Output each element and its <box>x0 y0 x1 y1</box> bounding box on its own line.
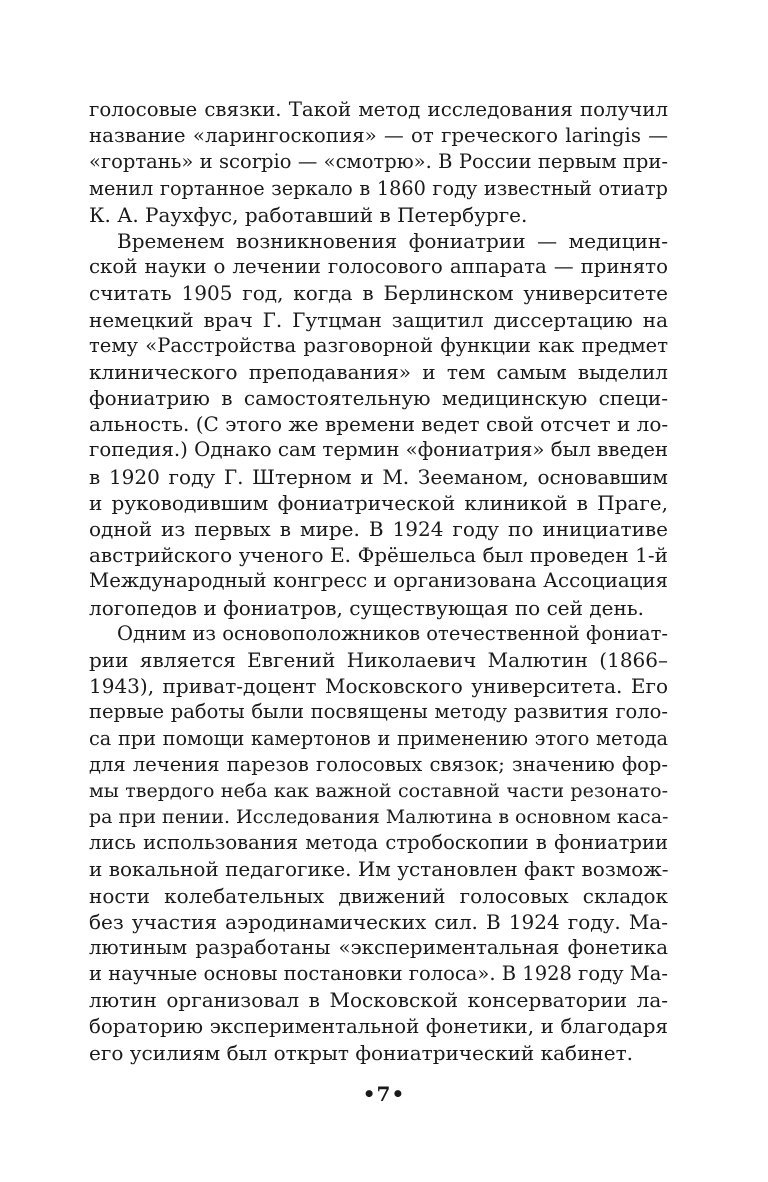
text-line: менил гортанное зеркало в 1860 году известный отиатр <box>89 176 668 200</box>
text-line: австрийского ученого Е. Фрёшельса был проведен 1-й <box>89 543 668 568</box>
text-line: название «ларингоскопия» — от греческого laringis — <box>89 124 668 148</box>
text-line: в 1920 году Г. Штерном и М. Зееманом, основавшим <box>89 464 668 489</box>
text-line: и научные основы постановки голоса». В 1928 году Ма- <box>89 962 668 986</box>
text-line: и вокальной педагогике. Им установлен факт возмож- <box>89 857 668 882</box>
text-line: одной из первых в мире. В 1924 году по инициативе <box>89 517 668 541</box>
text-line: ра при пении. Исследования Малютина в основном каса- <box>89 806 668 829</box>
text-line: «гортань» и scorpio — «смотрю». В России первым при- <box>89 150 668 174</box>
text-line: К. А. Раухфус, работавший в Петербурге. <box>89 202 528 227</box>
text-line: фониатрию в самостоятельную медицинскую специ- <box>89 386 668 411</box>
text-line: лютин организовал в Московской консерватории ла- <box>89 988 668 1013</box>
paragraph-1 <box>89 97 668 228</box>
text-line: без участия аэродинамических сил. В 1924 году. Ма- <box>89 909 668 934</box>
text-line: и руководившим фониатрической клиникой в Праге, <box>89 490 668 515</box>
text-line: клинического преподавания» и тем самым выделил <box>89 359 668 384</box>
text-line: гопедия.) Однако сам термин «фониатрия» был введен <box>89 438 668 462</box>
paragraph-2 <box>89 228 668 621</box>
text-line: са при помощи камертонов и применению этого метода <box>89 726 668 750</box>
text-line: считать 1905 год, когда в Берлинском университете <box>89 281 668 306</box>
text-line: логопедов и фониатров, существующая по сей день. <box>89 595 645 620</box>
text-line: мы твердого неба как важной составной части резонато- <box>89 779 668 802</box>
text-line: ской науки о лечении голосового аппарата — принято <box>89 255 668 279</box>
page-number: •7• <box>362 1082 406 1106</box>
text-line: лись использования метода стробоскопии в фониатрии <box>89 831 668 855</box>
text-line: Одним из основоположников отечественной фониат- <box>117 621 668 645</box>
text-line: рии является Евгений Николаевич Малютин (1866– <box>89 647 668 672</box>
text-line: немецкий врач Г. Гутцман защитил диссертацию на <box>89 307 668 332</box>
text-line: его усилиям был открыт фониатрический кабинет. <box>89 1040 633 1065</box>
text-line: 1943), приват-доцент Московского университета. Его <box>89 674 668 699</box>
text-line: ности колебательных движений голосовых складок <box>89 883 668 908</box>
text-line: голосовые связки. Такой метод исследования получил <box>89 98 668 121</box>
paragraph-3 <box>89 621 668 1066</box>
text-line: первые работы были посвящены методу развития голо- <box>89 700 668 724</box>
text-line: Временем возникновения фониатрии — медицин- <box>117 228 668 253</box>
text-line: Международный конгресс и организована Ассоциация <box>89 569 668 593</box>
text-line: лютиным разработаны «экспериментальная фонетика <box>89 936 668 959</box>
text-line: альность. (С этого же времени ведет свой отсчет и ло- <box>89 412 668 437</box>
text-line: для лечения парезов голосовых связок; значению фор- <box>89 752 668 776</box>
page-text <box>89 97 668 1066</box>
text-line: бораторию экспериментальной фонетики, и благодаря <box>89 1014 668 1038</box>
text-line: тему «Расстройства разговорной функции как предмет <box>89 333 668 357</box>
